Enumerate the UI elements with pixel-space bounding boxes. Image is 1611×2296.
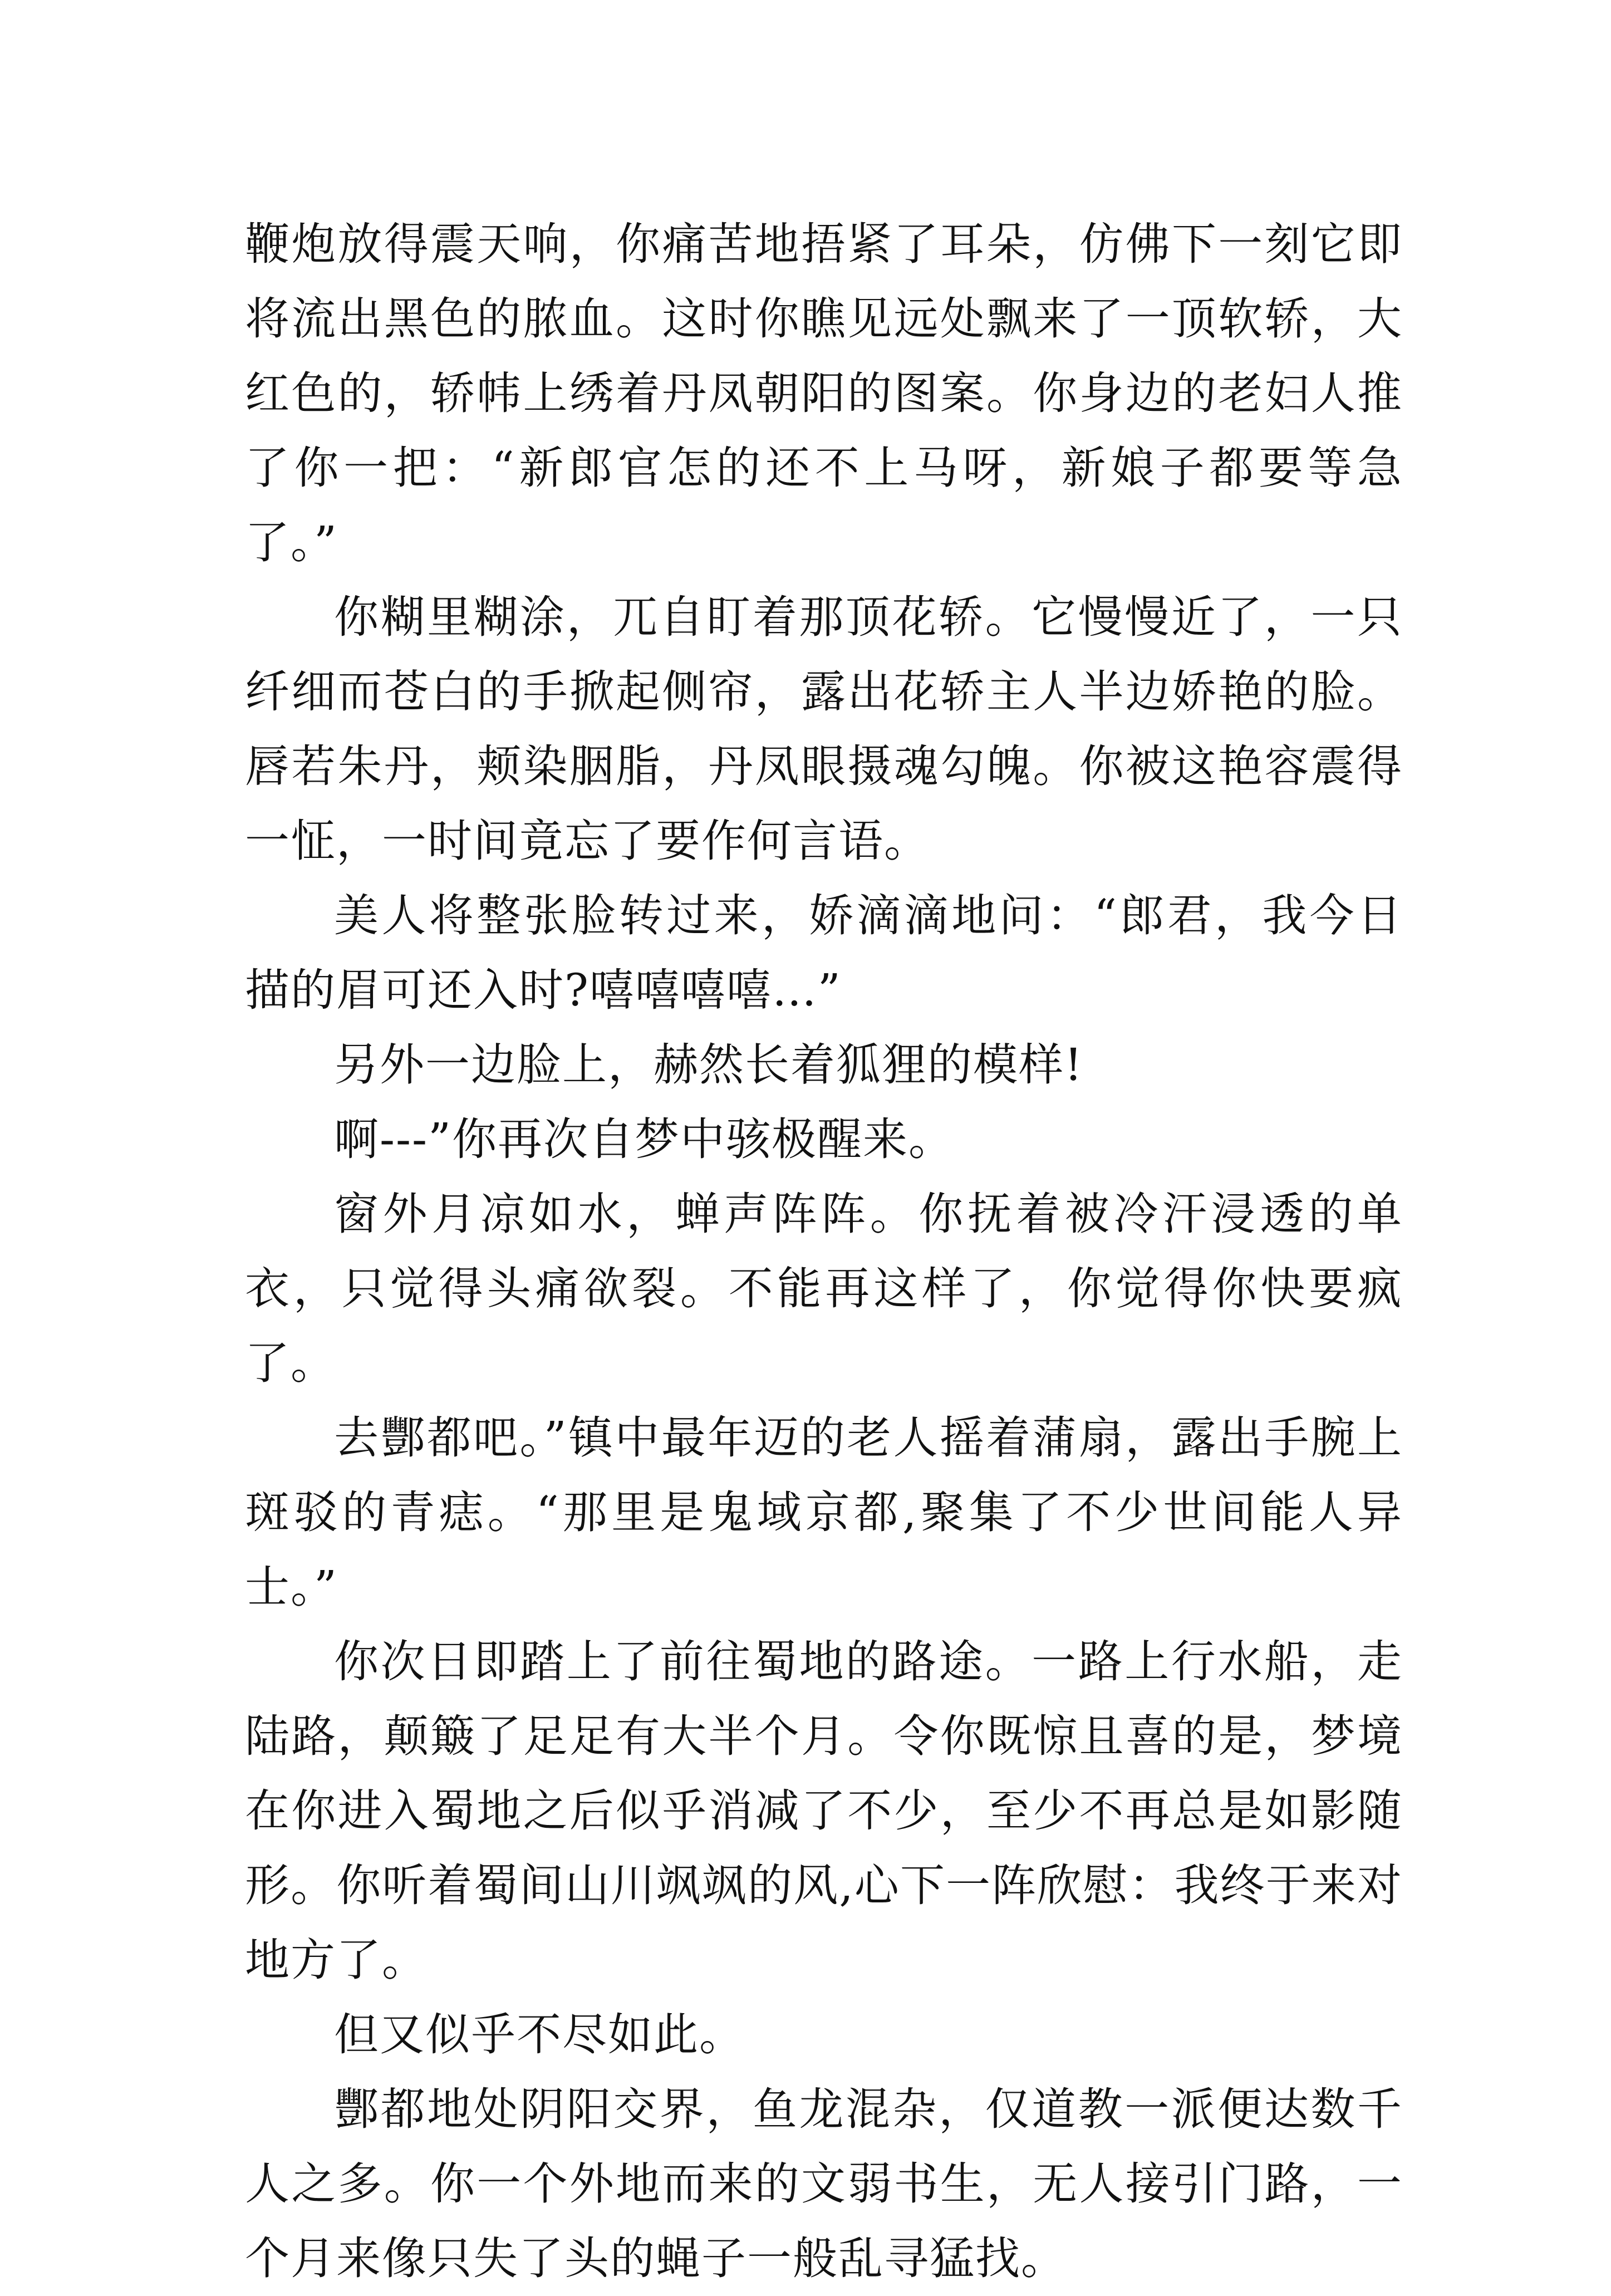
paragraph: 啊---”你再次自梦中骇极醒来。 <box>334 1113 954 1165</box>
paragraph: 美人将整张脸转过来，娇滴滴地问：“郎君，我今日描的眉可还入时?嘻嘻嘻嘻…” <box>245 890 1403 1016</box>
paragraph: 你次日即踏上了前往蜀地的路途。一路上行水船，走陆路，颠簸了足足有大半个月。令你既惊且喜的是，梦境在你进入蜀地之后似乎消减了不少，至少不再总是如影随形。你听着蜀间山川飒飒的风,心下一阵欣慰：我终于来对地方了。 <box>245 1636 1403 1986</box>
paragraph: 另外一边脸上，赫然长着狐狸的模样! <box>334 1039 1084 1091</box>
paragraph: 去酆都吧。”镇中最年迈的老人摇着蒲扇，露出手腕上斑驳的青痣。“那里是鬼域京都,聚集了不少世间能人异士。” <box>245 1412 1403 1613</box>
paragraph: 鞭炮放得震天响，你痛苦地捂紧了耳朵，仿佛下一刻它即将流出黑色的脓血。这时你瞧见远处飘来了一顶软轿，大红色的，轿帏上绣着丹凤朝阳的图案。你身边的老妇人推了你一把：“新郎官怎的还不上马呀，新娘子都要等急了。” <box>245 218 1403 568</box>
paragraph: 但又似乎不尽如此。 <box>334 2009 745 2060</box>
paragraph: 你糊里糊涂，兀自盯着那顶花轿。它慢慢近了，一只纤细而苍白的手掀起侧帘，露出花轿主人半边娇艳的脸。唇若朱丹，颊染胭脂，丹凤眼摄魂勾魄。你被这艳容震得一怔，一时间竟忘了要作何言语。 <box>245 591 1403 867</box>
paragraph: 酆都地处阴阳交界，鱼龙混杂，仅道教一派便达数千人之多。你一个外地而来的文弱书生，无人接引门路，一个月来像只失了头的蝇子一般乱寻猛找。 <box>245 2083 1403 2284</box>
paragraph: 窗外月凉如水，蝉声阵阵。你抚着被冷汗浸透的单衣，只觉得头痛欲裂。不能再这样了，你觉得你快要疯了。 <box>245 1188 1403 1389</box>
body-text <box>245 207 1403 2296</box>
